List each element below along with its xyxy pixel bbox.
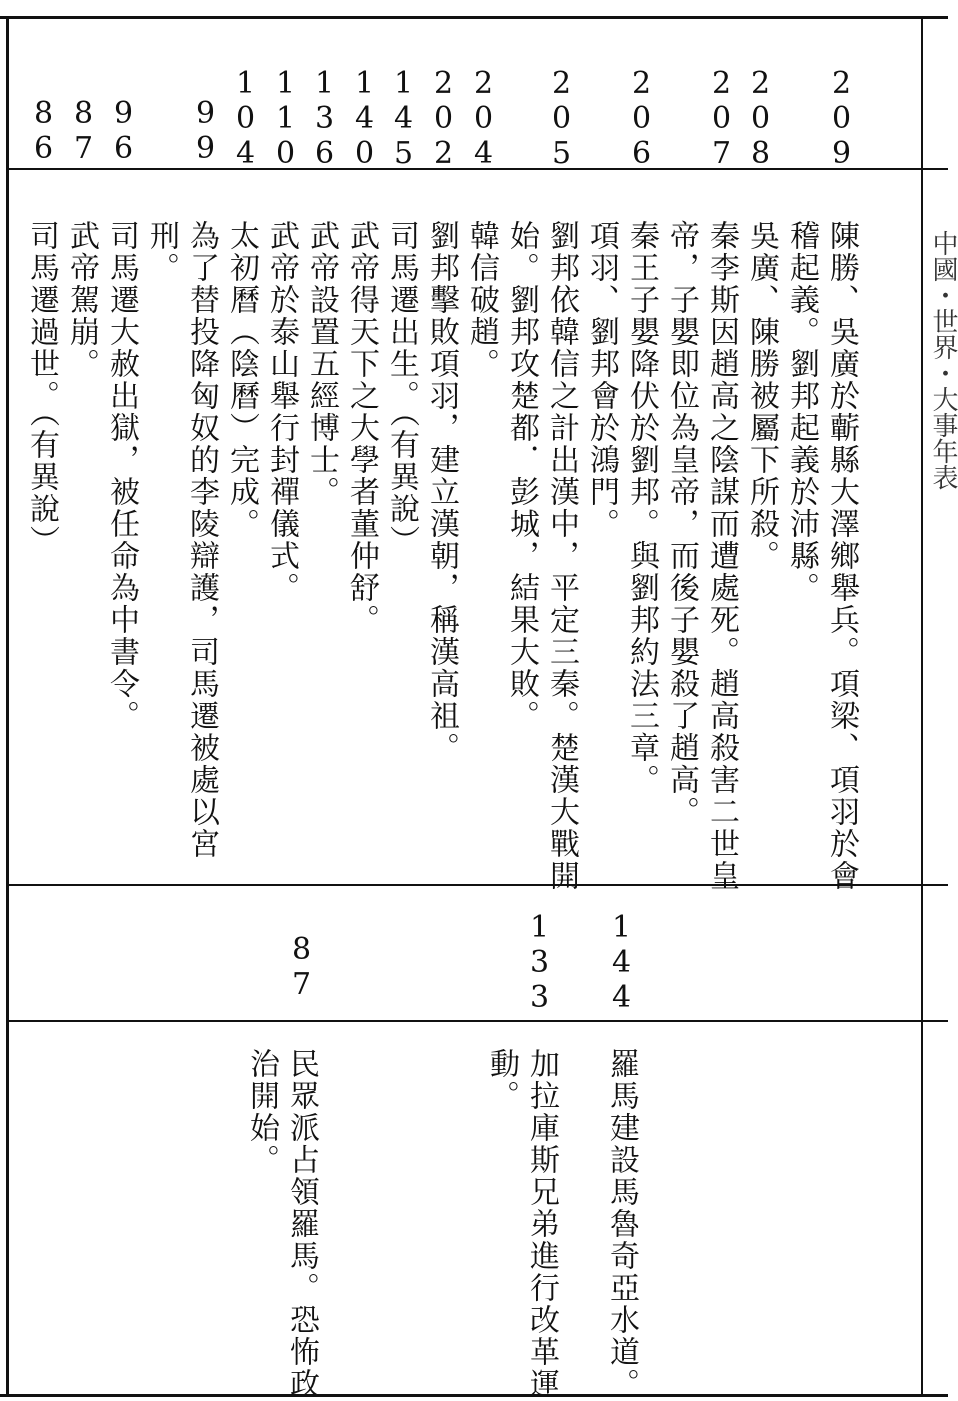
year-86: 86 <box>26 96 61 166</box>
edge-running-head: 中國・世界・大事年表 <box>928 230 958 490</box>
year-104: 104 <box>228 66 263 171</box>
world-event-133-line-2: 動。 <box>484 1048 519 1112</box>
event-87: 武帝駕崩。 <box>64 220 99 380</box>
right-border <box>921 16 923 1397</box>
year-206: 206 <box>624 66 659 171</box>
event-99-line-2: 刑。 <box>144 220 179 284</box>
bottom-border <box>0 1394 948 1397</box>
world-year-87: 87 <box>284 932 319 1002</box>
event-205-line-1: 劉邦依韓信之計出漢中，平定三秦。楚漢大戰開 <box>544 220 579 892</box>
year-136: 136 <box>307 66 342 171</box>
event-207-line-1: 秦李斯因趙高之陰謀而遭處死。趙高殺害二世皇 <box>704 220 739 892</box>
world-event-87-line-2: 治開始。 <box>244 1048 279 1176</box>
year-140: 140 <box>347 66 382 171</box>
year-204: 204 <box>466 66 501 171</box>
world-event-133-line-1: 加拉庫斯兄弟進行改革運 <box>524 1048 559 1400</box>
year-207: 207 <box>704 66 739 171</box>
year-205: 205 <box>544 66 579 171</box>
year-110: 110 <box>268 66 303 171</box>
event-206-line-2: 項羽、劉邦會於鴻門。 <box>584 220 619 540</box>
left-border <box>6 16 9 1397</box>
event-136: 武帝設置五經博士。 <box>304 220 339 508</box>
event-209-line-2: 稽起義。劉邦起義於沛縣。 <box>784 220 819 604</box>
event-110: 武帝於泰山舉行封禪儀式。 <box>264 220 299 604</box>
event-86: 司馬遷過世。（有異說） <box>24 220 59 557</box>
event-207-line-2: 帝，子嬰即位為皇帝，而後子嬰殺了趙高。 <box>664 220 699 828</box>
divider-2 <box>6 884 948 886</box>
event-96: 司馬遷大赦出獄，被任命為中書令。 <box>104 220 139 732</box>
year-202: 202 <box>426 66 461 171</box>
event-99-line-1: 為了替投降匈奴的李陵辯護，司馬遷被處以宮 <box>184 220 219 860</box>
event-205-line-2: 始。劉邦攻楚都．彭城，結果大敗。 <box>504 220 539 732</box>
event-140: 武帝得天下之大學者董仲舒。 <box>344 220 379 636</box>
year-99: 99 <box>188 96 223 166</box>
world-event-87-line-1: 民眾派占領羅馬。恐怖政 <box>284 1048 319 1400</box>
world-year-133: 133 <box>522 910 557 1015</box>
world-event-144: 羅馬建設馬魯奇亞水道。 <box>604 1048 639 1400</box>
event-209-line-1: 陳勝、吳廣於蘄縣大澤鄉舉兵。項梁、項羽於會 <box>824 220 859 892</box>
event-145: 司馬遷出生。（有異說） <box>384 220 419 557</box>
year-145: 145 <box>386 66 421 171</box>
event-202: 劉邦擊敗項羽，建立漢朝，稱漢高祖。 <box>424 220 459 764</box>
year-87: 87 <box>66 96 101 166</box>
event-206-line-1: 秦王子嬰降伏於劉邦。與劉邦約法三章。 <box>624 220 659 796</box>
divider-3 <box>6 1020 948 1022</box>
year-208: 208 <box>743 66 778 171</box>
world-year-144: 144 <box>604 910 639 1015</box>
year-96: 96 <box>106 96 141 166</box>
event-204: 韓信破趙。 <box>464 220 499 380</box>
year-209: 209 <box>824 66 859 171</box>
event-208: 吳廣、陳勝被屬下所殺。 <box>744 220 779 572</box>
top-border <box>0 16 948 19</box>
event-104: 太初曆（陰曆）完成。 <box>224 220 259 540</box>
